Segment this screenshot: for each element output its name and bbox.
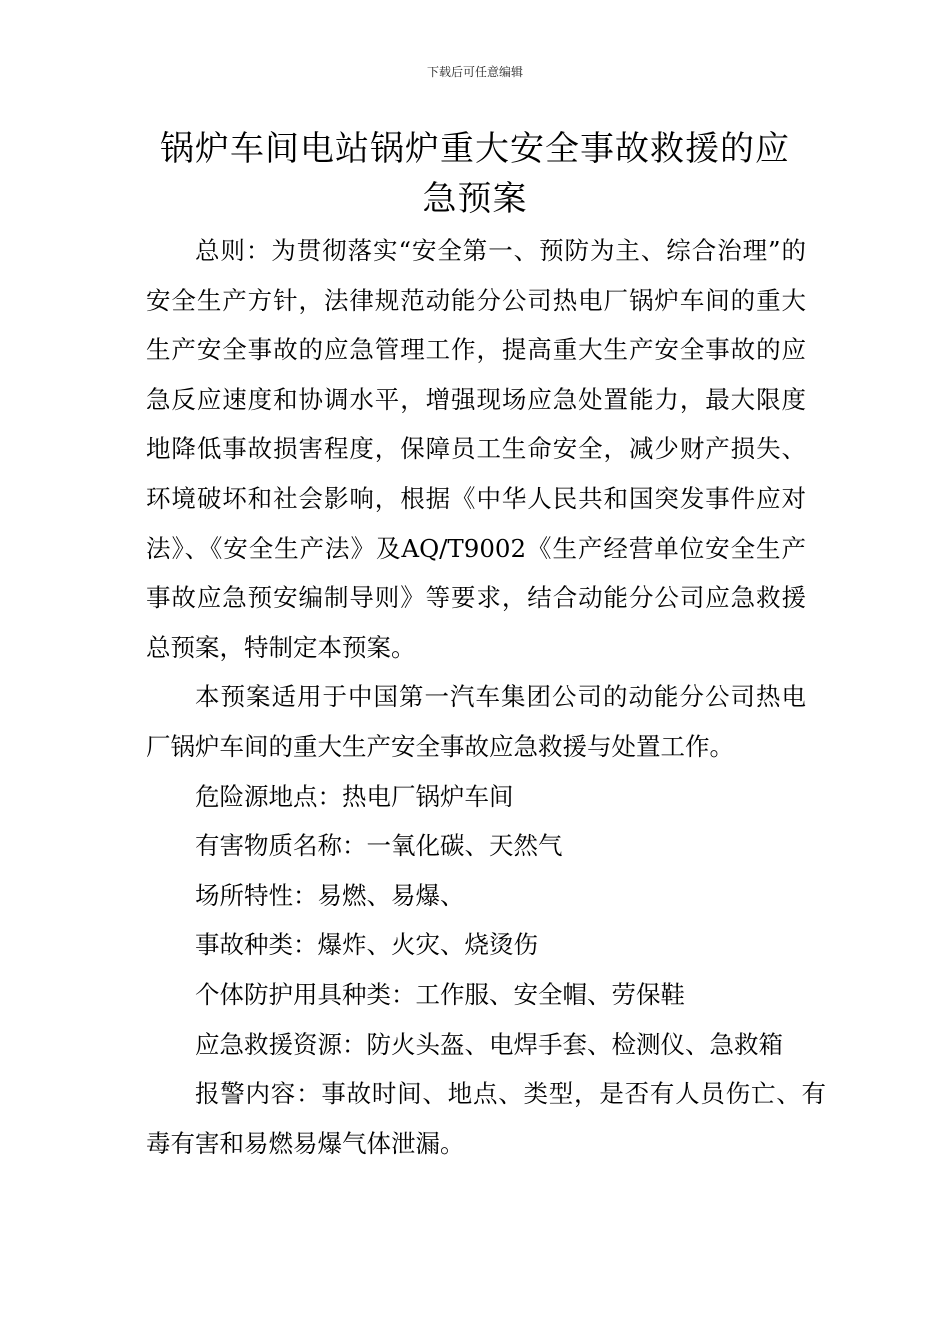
paragraph-rescue-resources: 应急救援资源：防火头盔、电焊手套、检测仪、急救箱 [195,1029,783,1059]
document-title [140,124,810,224]
paragraph-scope: 本预案适用于中国第一汽车集团公司的动能分公司热电厂锅炉车间的重大生产安全事故应急救援与处置工作。 [146,682,806,761]
paragraph-protective-equipment: 个体防护用具种类：工作服、安全帽、劳保鞋 [195,979,685,1009]
paragraph-hazard-location: 危险源地点：热电厂锅炉车间 [195,781,514,811]
paragraph-general-principles: 总则：为贯彻落实“安全第一、预防为主、综合治理”的安全生产方针，法律规范动能分公司热电厂锅炉车间的重大生产安全事故的应急管理工作，提高重大生产安全事故的应急反应速度和协调水平，增强现场应急处置能力，最大限度地降低事故损害程度，保障员工生命安全，减少财产损失、环境破坏和社会影响，根据《中华人民共和国突发事件应对法》、《安全生产法》及AQ/T9002《生产经营单位安全生产事故应急预安编制导则》等要求，结合动能分公司应急救援总预案，特制定本预案。 [146,236,806,662]
paragraph-accident-types: 事故种类：爆炸、火灾、烧烫伤 [195,930,538,960]
document-title-line-1: 锅炉车间电站锅炉重大安全事故救援的应 [160,129,790,169]
document-body [146,226,826,1168]
header-note: 下载后可任意编辑 [426,65,523,79]
paragraph-harmful-substances: 有害物质名称：一氧化碳、天然气 [195,831,563,861]
document-title-line-2: 急预案 [422,179,528,219]
paragraph-site-characteristics: 场所特性：易燃、易爆、 [195,880,465,910]
paragraph-alarm-content: 报警内容：事故时间、地点、类型，是否有人员伤亡、有毒有害和易燃易爆气体泄漏。 [146,1079,826,1158]
